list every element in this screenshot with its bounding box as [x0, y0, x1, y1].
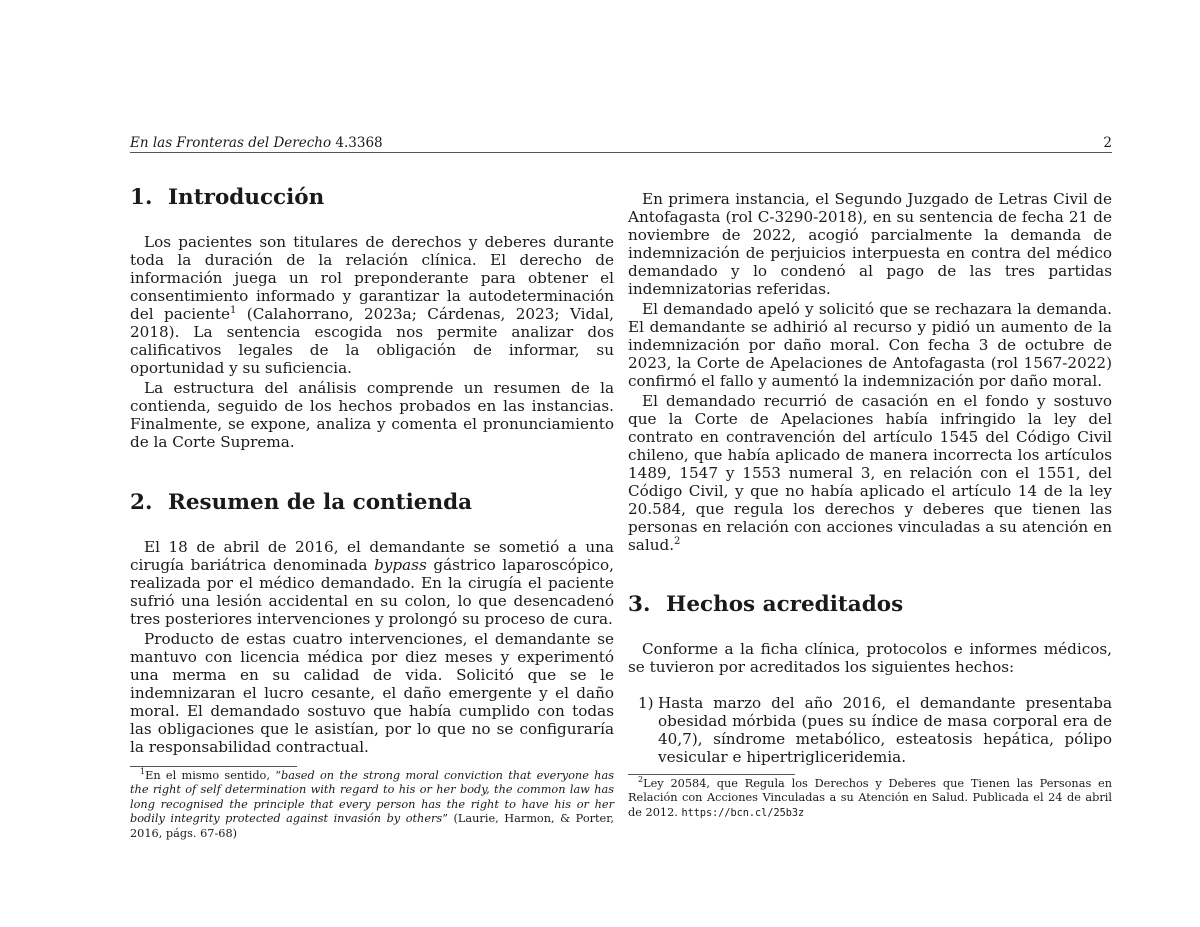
list-item-marker: 1) — [638, 693, 654, 712]
footnote-rule — [628, 774, 795, 775]
journal-name: En las Fronteras del Derecho — [130, 135, 332, 151]
journal-title — [130, 135, 383, 151]
footnote-2-url-link[interactable]: https://bcn.cl/25b3z — [681, 807, 805, 819]
section-3-number: 3. — [628, 592, 651, 617]
section-2-heading — [130, 490, 614, 516]
footnote-2 — [628, 777, 1112, 822]
footnote-1-quote: based on the strong moral conviction that everyone has the right of self determination with regard to his or her body, the common law has long recognised the principle that every person has the right to have his or her bodily integrity protected against invasión by others — [130, 768, 614, 826]
section-1-number: 1. — [130, 185, 153, 210]
section-3-heading — [628, 592, 1112, 618]
text-run: Ley 20584, que Regula los Derechos y Deberes que Tienen las Personas en Relación con Acciones Vinculadas a su Atención en Salud. Publicada el 24 de abril de 2012. — [628, 776, 1112, 819]
section-1-paragraph-2: La estructura del análisis comprende un resumen de la contienda, seguido de los hechos probados en las instancias. Finalmente, se expone, analiza y comenta el pronunciamiento de la Corte Suprema. — [130, 378, 614, 451]
footnote-ref-1[interactable]: 1 — [230, 304, 237, 316]
text-run: (Calahorrano, 2023a; Cárdenas, 2023; Vidal, 2018). La sentencia escogida nos permite analizar dos calificativos legales de la obligación de informar, su oportunidad y su suficiencia. — [130, 304, 614, 377]
footnote-2-mark: 2 — [638, 775, 644, 785]
footnote-ref-2[interactable]: 2 — [674, 535, 681, 547]
right-column — [628, 150, 1112, 821]
left-column — [130, 150, 614, 841]
text-run: En el mismo sentido, “ — [145, 768, 281, 782]
text-run: Los pacientes son titulares de derechos y deberes durante toda la duración de la relación clínica. El derecho de información juega un rol preponderante para obtener el consentimiento informado y garantizar la autodeterminación del paciente — [130, 232, 614, 323]
footnote-1-mark: 1 — [140, 766, 146, 776]
section-1-heading — [130, 185, 614, 211]
section-2-paragraph-5 — [628, 392, 1112, 554]
text-run: El demandado recurrió de casación en el fondo y sostuvo que la Corte de Apelaciones había infringido la ley del contrato en contravención del artículo 1545 del Código Civil chileno, que había aplicado de manera incorrecta los artículos 1489, 1547 y 1553 numeral 3, en relación con el 1551, del Código Civil, y que no había aplicado el artículo 14 de la ley 20.584, que regula los derechos y deberes que tienen las personas en relación con acciones vinculadas a su atención en salud. — [628, 392, 1112, 554]
text-run: El 18 de abril de 2016, el demandante se sometió a una cirugía bariátrica denominada — [130, 537, 614, 574]
section-2-paragraph-3: En primera instancia, el Segundo Juzgado de Letras Civil de Antofagasta (rol C-3290-2018), en su sentencia de fecha 21 de noviembre de 2022, acogió parcialmente la demanda de indemnización de perjuicios interpuesta en contra del médico demandado y lo condenó al pago de las tres partidas indemnizatorias referidas. — [628, 190, 1112, 298]
section-2-paragraph-4: El demandado apeló y solicitó que se rechazara la demanda. El demandante se adhirió al recurso y pidió un aumento de la indemnización por daño moral. Con fecha 3 de octubre de 2023, la Corte de Apelaciones de Antofagasta (rol 1567-2022) confirmó el fallo y aumentó la indemnización por daño moral. — [628, 300, 1112, 390]
section-2-paragraph-2: Producto de estas cuatro intervenciones, el demandante se mantuvo con licencia médica por diez meses y experimentó una merma en su calidad de vida. Solicitó que se le indemnizaran el lucro cesante, el daño emergente y el daño moral. El demandado sostuvo que había cumplido con todas las obligaciones que le asistían, por lo que no se configuraría la responsabilidad contractual. — [130, 629, 614, 756]
page-number: 2 — [1103, 135, 1112, 151]
list-item — [628, 694, 1112, 766]
section-2-title: Resumen de la contienda — [168, 489, 473, 515]
section-1-paragraph-1 — [130, 233, 614, 377]
text-run: gástrico laparoscópico, realizada por el médico demandado. En la cirugía el paciente sufrió una lesión accidental en su colon, lo que desencadenó tres posteriores intervenciones y prolongó su proceso de cura. — [130, 555, 614, 628]
footnote-1 — [130, 766, 614, 842]
text-run: ” (Laurie, Harmon, & Porter, 2016, págs. 67-68) — [130, 812, 614, 840]
journal-volume: 4.3368 — [335, 135, 383, 151]
section-1-title: Introducción — [168, 185, 325, 210]
section-3-title: Hechos acreditados — [666, 592, 904, 617]
section-2-number: 2. — [130, 489, 153, 515]
section-3-paragraph-1: Conforme a la ficha clínica, protocolos e informes médicos, se tuvieron por acreditados los siguientes hechos: — [628, 639, 1112, 676]
footnote-rule — [130, 766, 297, 767]
list-item-text: Hasta marzo del año 2016, el demandante presentaba obesidad mórbida (pues su índice de masa corporal era de 40,7), síndrome metabólico, esteatosis hepática, pólipo vesicular e hipertrigliceridemia. — [658, 693, 1112, 766]
italic-term: bypass — [374, 555, 427, 574]
section-2-paragraph-1 — [130, 538, 614, 628]
